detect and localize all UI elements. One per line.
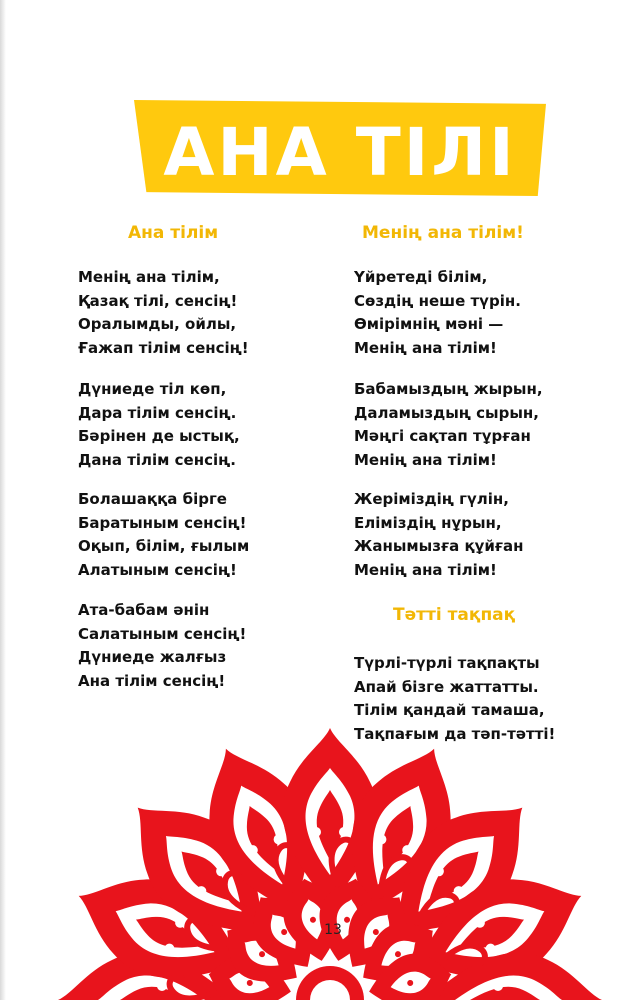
poem-line: Ғажап тілім сенсің!	[78, 338, 249, 357]
poem-line: Еліміздің нұрын,	[354, 513, 502, 532]
poem-line: Менің ана тілім!	[354, 560, 497, 579]
poem-line: Оралымды, ойлы,	[78, 315, 237, 333]
poem-line: Менің ана тілім!	[354, 338, 497, 357]
poem-line: Дана тілім сенсің.	[78, 450, 236, 469]
poem-line: Менің ана тілім,	[78, 268, 220, 286]
poem-line: Қазақ тілі, сенсің!	[78, 291, 238, 310]
poem-line: Дүниеде тіл көп,	[78, 380, 227, 398]
poem-line: Оқып, білім, ғылым	[78, 537, 250, 555]
poem-line: Сөздің неше түрін.	[354, 291, 521, 310]
right-poem-heading: Менің ана тілім!	[362, 223, 524, 243]
poem-line: Ата-бабам әнін	[78, 601, 210, 619]
poem-line: Салатыным сенсің!	[78, 624, 247, 643]
poem-line: Үйретеді білім,	[354, 268, 488, 286]
poem-line: Түрлі-түрлі тақпақты	[354, 654, 540, 672]
poem-line: Тақпағым да тәп-тәтті!	[354, 724, 556, 743]
poem-line: Даламыздың сырын,	[354, 403, 539, 422]
poem-line: Мәңгі сақтап тұрған	[354, 427, 531, 445]
poem-line: Дүниеде жалғыз	[78, 648, 227, 666]
page-number: 13	[324, 922, 342, 938]
poem-line: Бабамыздың жырын,	[354, 380, 543, 398]
left-poem-heading: Ана тілім	[128, 223, 219, 243]
poem-line: Алатыным сенсің!	[78, 560, 237, 579]
poem-line: Бәрінен де ыстық,	[78, 427, 240, 445]
poem-line: Ана тілім сенсің!	[78, 671, 226, 690]
second-poem-heading: Тәтті тақпақ	[393, 605, 516, 625]
page-title: АНА ТІЛІ	[163, 114, 517, 191]
poem-line: Тілім қандай тамаша,	[354, 701, 545, 719]
poem-line: Апай бізге жаттатты.	[354, 677, 539, 696]
poem-line: Жанымызға құйған	[354, 537, 524, 555]
poem-line: Баратыным сенсің!	[78, 513, 247, 532]
poem-line: Менің ана тілім!	[354, 450, 497, 469]
poem-line: Болашаққа бірге	[78, 490, 227, 508]
poem-line: Өмірімнің мәні —	[354, 315, 504, 333]
poem-line: Жеріміздің гүлін,	[354, 490, 509, 508]
poem-line: Дара тілім сенсің.	[78, 403, 237, 422]
